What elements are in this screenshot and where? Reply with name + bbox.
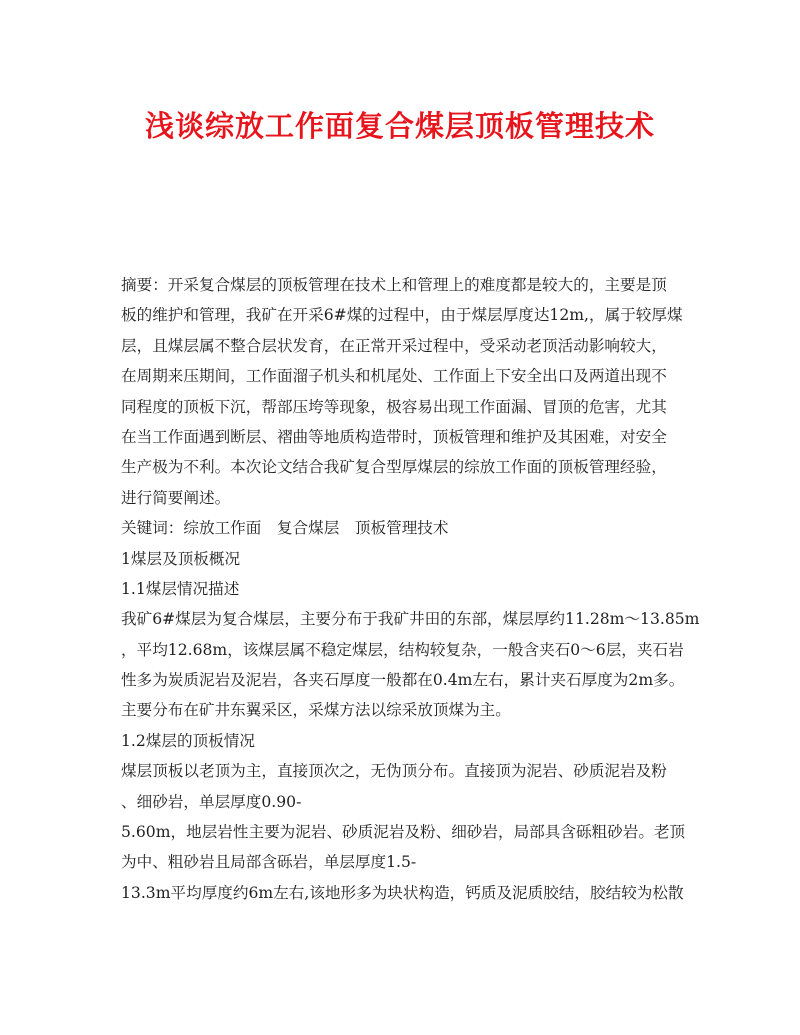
- document-title: 浅谈综放工作面复合煤层顶板管理技术: [144, 109, 655, 143]
- body-line: 、细砂岩，单层厚度0.90-: [121, 792, 302, 811]
- document-body: [121, 270, 700, 908]
- body-line: 主要分布在矿井东翼采区，采煤方法以综采放顶煤为主。: [121, 701, 511, 720]
- body-line: 我矿6#煤层为复合煤层，主要分布于我矿井田的东部，煤层厚约11.28m～13.85m: [121, 610, 700, 629]
- body-line: 同程度的顶板下沉，帮部压垮等现象，极容易出现工作面漏、冒顶的危害，尤其: [121, 397, 667, 416]
- body-line: 1煤层及顶板概况: [121, 549, 241, 568]
- body-line: 摘要：开采复合煤层的顶板管理在技术上和管理上的难度都是较大的，主要是顶: [121, 276, 667, 294]
- body-line: 为中、粗砂岩且局部含砾岩，单层厚度1.5-: [121, 853, 417, 872]
- body-line: 关键词：综放工作面 复合煤层 顶板管理技术: [121, 519, 449, 538]
- body-line: 生产极为不利。本次论文结合我矿复合型厚煤层的综放工作面的顶板管理经验，: [121, 458, 667, 477]
- body-line: 1.2煤层的顶板情况: [121, 731, 255, 750]
- body-line: 5.60m，地层岩性主要为泥岩、砂质泥岩及粉、细砂岩，局部具含砾粗砂岩。老顶: [121, 823, 686, 842]
- body-line: 性多为炭质泥岩及泥岩，各夹石厚度一般都在0.4m左右，累计夹石厚度为2m多。: [121, 671, 685, 690]
- body-line: 板的维护和管理，我矿在开采6#煤的过程中，由于煤层厚度达12m,，属于较厚煤: [121, 306, 683, 325]
- body-line: 在当工作面遇到断层、褶曲等地质构造带时，顶板管理和维护及其困难，对安全: [121, 427, 667, 446]
- body-line: 13.3m平均厚度约6m左右,该地形多为块状构造，钙质及泥质胶结，胶结较为松散: [121, 883, 684, 902]
- body-line: 在周期来压期间，工作面溜子机头和机尾处、工作面上下安全出口及两道出现不: [121, 367, 667, 386]
- body-line: ，平均12.68m，该煤层属不稳定煤层，结构较复杂，一般含夹石0～6层，夹石岩: [121, 640, 684, 659]
- body-line: 1.1煤层情况描述: [121, 579, 240, 598]
- body-line: 层，且煤层属不整合层状发育，在正常开采过程中，受采动老顶活动影响较大，: [121, 336, 667, 355]
- body-line: 煤层顶板以老顶为主，直接顶次之，无伪顶分布。直接顶为泥岩、砂质泥岩及粉: [121, 762, 667, 781]
- body-line: 进行简要阐述。: [121, 488, 231, 507]
